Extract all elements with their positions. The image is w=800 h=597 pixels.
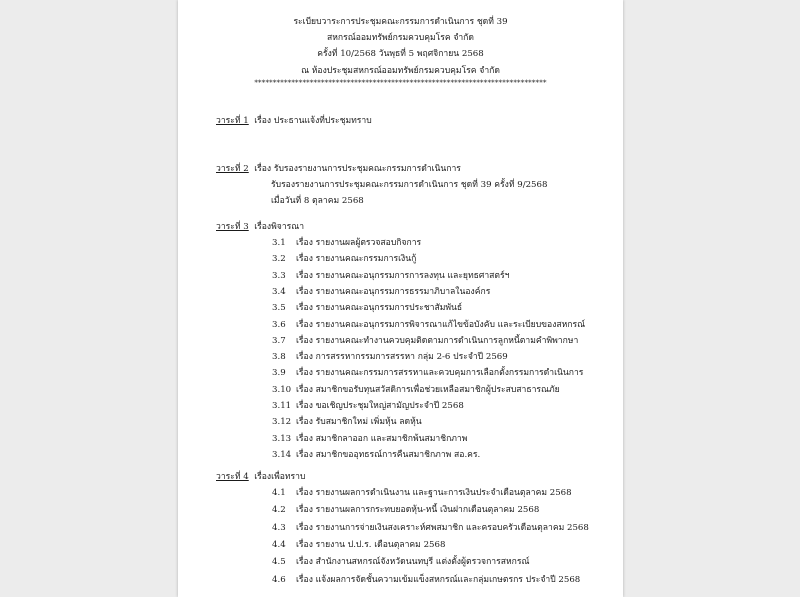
agenda-item-text: เรื่อง ขอเชิญประชุมใหญ่สามัญประจำปี 2568: [296, 401, 464, 411]
agenda-item-number: 4.4: [272, 539, 286, 550]
document-page: [178, 0, 623, 597]
agenda-item-number: 3.13: [272, 433, 292, 444]
agenda-item-text: เรื่อง การสรรหากรรมการสรรหา กลุ่ม 2-6 ประจำปี 2569: [296, 352, 508, 363]
agenda-item-number: 4.5: [272, 557, 286, 568]
agenda-item-text: เรื่อง รายงานผลผู้ตรวจสอบกิจการ: [296, 238, 422, 248]
agenda-label: วาระที่ 2: [216, 164, 249, 174]
agenda-item-text: เรื่อง รายงานการจ่ายเงินสงเคราะห์ศพสมาชิก และครอบครัวเดือนตุลาคม 2568: [296, 522, 589, 533]
agenda-item-number: 3.11: [272, 401, 292, 411]
agenda-item-number: 4.2: [272, 505, 286, 516]
agenda-item-text: เรื่อง รายงานคณะอนุกรรมการการลงทุน และยุทธศาสตร์ฯ: [296, 270, 510, 281]
agenda-item-text: เรื่อง รายงาน ป.ป.ร. เดือนตุลาคม 2568: [296, 539, 446, 550]
header-line-2: สหกรณ์ออมทรัพย์กรมควบคุมโรค จำกัด: [327, 33, 474, 43]
agenda-item-number: 4.6: [272, 574, 286, 585]
agenda-item-number: 3.8: [272, 352, 286, 363]
agenda-item-text: เรื่อง สมาชิกขอรับทุนสวัสดิการเพื่อช่วยเหลือสมาชิกผู้ประสบสาธารณภัย: [296, 384, 560, 395]
agenda-item-text: เรื่อง รายงานคณะทำงานควบคุมติดตามการดำเนินการลูกหนี้ตามคำพิพากษา: [296, 335, 579, 346]
agenda-item-text: เรื่อง สำนักงานสหกรณ์จังหวัดนนทบุรี แต่งตั้งผู้ตรวจการสหกรณ์: [296, 557, 530, 568]
agenda-item-number: 3.10: [272, 384, 292, 395]
agenda-title: เรื่องพิจารณา: [254, 222, 305, 232]
agenda-label: วาระที่ 4: [216, 472, 249, 482]
agenda-2: [216, 164, 461, 175]
agenda-item-text: เรื่อง รายงานผลการกระทบยอดหุ้น-หนี้ เงินฝากเดือนตุลาคม 2568: [296, 505, 540, 516]
agenda-item-number: 4.1: [272, 488, 286, 498]
agenda-item-number: 3.9: [272, 368, 286, 379]
agenda-item-number: 3.1: [272, 238, 286, 248]
agenda-item-text: เรื่อง รายงานคณะอนุกรรมการประชาสัมพันธ์: [296, 303, 463, 314]
agenda-title: เรื่อง ประธานแจ้งที่ประชุมทราบ: [254, 116, 372, 126]
agenda-4: [216, 472, 305, 483]
agenda-item-text: เรื่อง สมาชิกขออุทธรณ์การคืนสมาชิกภาพ สอ.คร.: [296, 449, 481, 460]
agenda-item-text: เรื่อง รายงานคณะอนุกรรมการธรรมาภิบาลในองค์กร: [296, 286, 491, 297]
agenda-1: [216, 116, 372, 127]
agenda-item-text: เรื่อง สมาชิกลาออก และสมาชิกพ้นสมาชิกภาพ: [296, 433, 468, 444]
agenda-2-sub-2: เมื่อวันที่ 8 ตุลาคม 2568: [271, 196, 364, 206]
agenda-item-text: เรื่อง รายงานคณะกรรมการเงินกู้: [296, 254, 417, 265]
agenda-item-text: เรื่อง รับสมาชิกใหม่ เพิ่มหุ้น ลดหุ้น: [296, 417, 422, 428]
agenda-item-text: เรื่อง รายงานคณะกรรมการสรรหาและควบคุมการเลือกตั้งกรรมการดำเนินการ: [296, 368, 584, 379]
agenda-2-sub-1: รับรองรายงานการประชุมคณะกรรมการดำเนินการ ชุดที่ 39 ครั้งที่ 9/2568: [271, 180, 548, 190]
agenda-item-number: 4.3: [272, 522, 286, 533]
agenda-item-number: 3.14: [272, 449, 292, 460]
agenda-title: เรื่องเพื่อทราบ: [254, 472, 306, 482]
agenda-3: [216, 222, 304, 233]
agenda-title: เรื่อง รับรองรายงานการประชุมคณะกรรมการดำเนินการ: [254, 164, 461, 174]
agenda-item-number: 3.3: [272, 270, 286, 281]
agenda-item-number: 3.6: [272, 319, 286, 330]
agenda-item-number: 3.5: [272, 303, 286, 314]
header-line-3: ครั้งที่ 10/2568 วันพุธที่ 5 พฤศจิกายน 2568: [317, 49, 484, 59]
header-line-1: ระเบียบวาระการประชุมคณะกรรมการดำเนินการ ชุดที่ 39: [293, 17, 508, 27]
agenda-label: วาระที่ 3: [216, 222, 249, 232]
agenda-item-number: 3.2: [272, 254, 286, 265]
agenda-item-text: เรื่อง รายงานผลการดำเนินงาน และฐานะการเงินประจำเดือนตุลาคม 2568: [296, 488, 572, 498]
header-divider: *******************************************************************************: [254, 79, 547, 87]
agenda-item-number: 3.7: [272, 335, 286, 346]
agenda-item-number: 3.12: [272, 417, 292, 428]
agenda-item-text: เรื่อง แจ้งผลการจัดชั้นความเข้มแข็งสหกรณ์และกลุ่มเกษตรกร ประจำปี 2568: [296, 574, 581, 585]
agenda-item-number: 3.4: [272, 286, 286, 297]
agenda-label: วาระที่ 1: [216, 116, 249, 126]
header-line-4: ณ ห้องประชุมสหกรณ์ออมทรัพย์กรมควบคุมโรค จำกัด: [301, 66, 500, 76]
agenda-item-text: เรื่อง รายงานคณะอนุกรรมการพิจารณาแก้ไขข้อบังคับ และระเบียบของสหกรณ์: [296, 319, 586, 330]
